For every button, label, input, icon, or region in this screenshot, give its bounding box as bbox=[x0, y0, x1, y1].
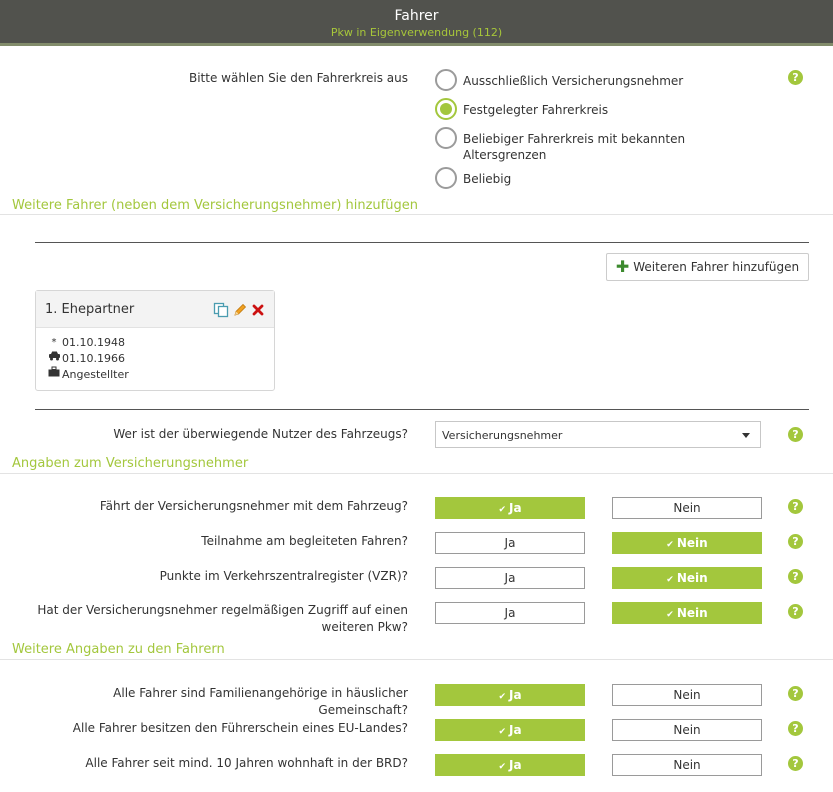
no-button[interactable] bbox=[612, 497, 762, 519]
main-user-select[interactable] bbox=[435, 421, 761, 448]
radio-label: Ausschließlich Versicherungsnehmer bbox=[463, 74, 684, 88]
no-button[interactable] bbox=[612, 719, 762, 741]
divider bbox=[35, 242, 809, 243]
question-label: Punkte im Verkehrszentralregister (VZR)? bbox=[159, 569, 408, 583]
driver-card-header bbox=[36, 291, 274, 328]
caret-down-icon bbox=[742, 433, 750, 438]
help-icon[interactable]: ? bbox=[788, 70, 803, 85]
yes-button-selected[interactable] bbox=[435, 719, 585, 741]
birth-date: 01.10.1948 bbox=[62, 336, 125, 349]
question-label: Hat der Versicherungsnehmer regelmäßigen Zugriff auf einen weiteren Pkw? bbox=[37, 603, 408, 634]
section-divider bbox=[0, 214, 833, 215]
no-button-selected[interactable] bbox=[612, 532, 762, 554]
driver-card bbox=[35, 290, 275, 391]
plus-icon: ✚ bbox=[615, 257, 630, 276]
license-date-row bbox=[46, 350, 274, 366]
no-button[interactable] bbox=[612, 684, 762, 706]
driver-circle-label: Bitte wählen Sie den Fahrerkreis aus bbox=[188, 71, 408, 85]
no-button[interactable] bbox=[612, 754, 762, 776]
radio-dot bbox=[440, 103, 452, 115]
occupation-row bbox=[46, 366, 274, 382]
radio-option-any[interactable] bbox=[435, 167, 703, 189]
radio-label: Beliebiger Fahrerkreis mit bekannten Altersgrenzen bbox=[463, 132, 686, 162]
x-icon[interactable] bbox=[251, 303, 265, 317]
driver-card-body bbox=[36, 328, 274, 382]
radio-label: Beliebig bbox=[463, 172, 512, 186]
add-driver-button[interactable] bbox=[606, 253, 809, 281]
help-icon[interactable]: ? bbox=[788, 721, 803, 736]
check-icon: ✔ bbox=[498, 505, 506, 515]
help-icon[interactable]: ? bbox=[788, 569, 803, 584]
page-title: Fahrer bbox=[394, 8, 439, 24]
yes-button[interactable] bbox=[435, 567, 585, 589]
radio-option-age-limits[interactable] bbox=[435, 127, 693, 163]
help-icon[interactable]: ? bbox=[788, 604, 803, 619]
driver-card-actions bbox=[213, 302, 265, 318]
birth-date-row bbox=[46, 335, 274, 350]
radio-option-fixed-circle[interactable] bbox=[435, 98, 703, 120]
check-icon: ✔ bbox=[498, 727, 506, 737]
yes-label: Ja bbox=[508, 501, 522, 515]
check-icon: ✔ bbox=[498, 692, 506, 702]
copy-icon[interactable] bbox=[213, 302, 229, 318]
section-title-policyholder: Angaben zum Versicherungsnehmer bbox=[12, 456, 249, 471]
no-label: Nein bbox=[673, 723, 701, 737]
yes-label: Ja bbox=[508, 723, 522, 737]
occupation: Angestellter bbox=[62, 367, 129, 381]
yes-label: Ja bbox=[504, 606, 516, 620]
radio-option-policyholder-only[interactable] bbox=[435, 69, 703, 91]
yes-button[interactable] bbox=[435, 602, 585, 624]
help-icon[interactable]: ? bbox=[788, 756, 803, 771]
help-icon[interactable]: ? bbox=[788, 686, 803, 701]
no-label: Nein bbox=[673, 758, 701, 772]
question-label: Alle Fahrer seit mind. 10 Jahren wohnhaft in der BRD? bbox=[85, 756, 408, 770]
main-user-select-value: Versicherungsnehmer bbox=[442, 429, 563, 442]
no-button-selected[interactable] bbox=[612, 602, 762, 624]
no-label: Nein bbox=[676, 571, 708, 585]
section-divider bbox=[0, 659, 833, 660]
section-divider bbox=[0, 473, 833, 474]
question-label: Alle Fahrer besitzen den Führerschein eines EU-Landes? bbox=[72, 721, 408, 735]
check-icon: ✔ bbox=[666, 575, 674, 585]
page-subtitle: Pkw in Eigenverwendung (112) bbox=[330, 26, 503, 39]
yes-button-selected[interactable] bbox=[435, 497, 585, 519]
radio-button[interactable] bbox=[435, 167, 457, 189]
yes-label: Ja bbox=[504, 571, 516, 585]
question-label: Alle Fahrer sind Familienangehörige in häuslicher Gemeinschaft? bbox=[113, 686, 408, 717]
driver-card-name: 1. Ehepartner bbox=[45, 302, 135, 317]
check-icon: ✔ bbox=[666, 610, 674, 620]
add-driver-button-label: Weiteren Fahrer hinzufügen bbox=[633, 260, 800, 274]
no-button-selected[interactable] bbox=[612, 567, 762, 589]
section-title-further-drivers: Weitere Angaben zu den Fahrern bbox=[12, 642, 225, 657]
radio-button[interactable] bbox=[435, 127, 457, 149]
asterisk-icon: * bbox=[51, 337, 57, 348]
yes-button-selected[interactable] bbox=[435, 684, 585, 706]
briefcase-icon bbox=[46, 366, 62, 382]
question-label: Fährt der Versicherungsnehmer mit dem Fahrzeug? bbox=[99, 499, 408, 513]
yes-button[interactable] bbox=[435, 532, 585, 554]
help-icon[interactable]: ? bbox=[788, 499, 803, 514]
pencil-icon[interactable] bbox=[232, 302, 248, 318]
help-icon[interactable]: ? bbox=[788, 534, 803, 549]
check-icon: ✔ bbox=[498, 762, 506, 772]
radio-button-checked[interactable] bbox=[435, 98, 457, 120]
yes-label: Ja bbox=[508, 688, 522, 702]
page-header bbox=[0, 0, 833, 46]
yes-button-selected[interactable] bbox=[435, 754, 585, 776]
car-icon bbox=[46, 350, 62, 366]
section-title-additional-drivers: Weitere Fahrer (neben dem Versicherungsnehmer) hinzufügen bbox=[12, 198, 418, 213]
yes-label: Ja bbox=[508, 758, 522, 772]
license-date: 01.10.1966 bbox=[62, 351, 125, 365]
question-label: Teilnahme am begleiteten Fahren? bbox=[201, 534, 408, 548]
radio-button[interactable] bbox=[435, 69, 457, 91]
no-label: Nein bbox=[676, 536, 708, 550]
help-icon[interactable]: ? bbox=[788, 427, 803, 442]
check-icon: ✔ bbox=[666, 540, 674, 550]
no-label: Nein bbox=[673, 501, 701, 515]
main-user-label: Wer ist der überwiegende Nutzer des Fahrzeugs? bbox=[113, 427, 408, 441]
radio-label: Festgelegter Fahrerkreis bbox=[463, 103, 609, 117]
no-label: Nein bbox=[676, 606, 708, 620]
divider bbox=[35, 409, 809, 410]
yes-label: Ja bbox=[504, 536, 516, 550]
no-label: Nein bbox=[673, 688, 701, 702]
